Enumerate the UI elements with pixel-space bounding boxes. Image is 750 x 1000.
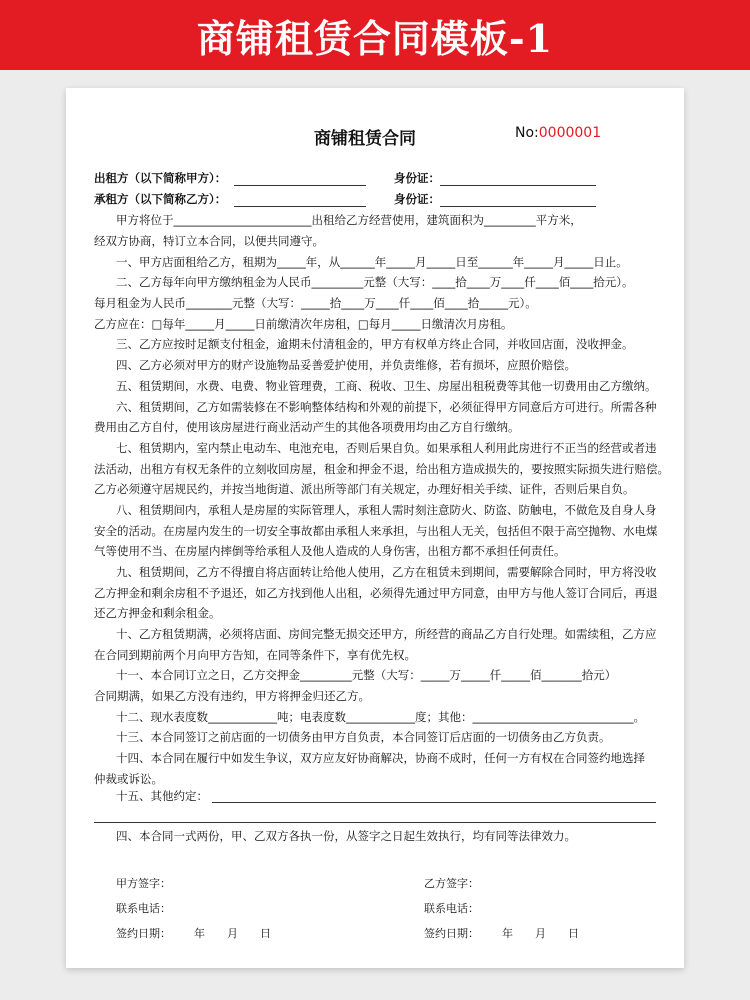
party-a-date-day: 日: [260, 927, 271, 940]
banner-title: 商铺租赁合同模板-1: [196, 15, 554, 61]
contract-number: No:0000001: [515, 125, 602, 141]
clause-line: 二、乙方每年向甲方缴纳租金为人民币_________元整（大写：____拾____万____仟____佰____拾元）。: [116, 275, 634, 289]
party-a-signature-label: 甲方签字：: [116, 877, 171, 890]
party-b-date-year: 年: [502, 927, 513, 940]
party-a-phone-label: 联系电话：: [116, 902, 171, 915]
clause-line: 十五、其他约定：: [116, 789, 208, 803]
clause-line: 每月租金为人民币________元整（大写：_____拾____万____仟____佰____拾_____元）。: [94, 296, 537, 310]
clause-line: 十二、现水表度数____________吨；电表度数____________度；其他：____________________________。: [116, 710, 645, 724]
lessor-label: 出租方（以下简称甲方）：: [94, 171, 227, 185]
contract-title: 商铺租赁合同: [314, 129, 416, 149]
lessee-id-line: [440, 206, 596, 207]
party-a-date-label: 签约日期：: [116, 927, 171, 940]
clause-line: 乙方应在：□每年_____月_____日前缴清次年房租，□每月_____日缴清次月房租。: [94, 317, 513, 331]
party-a-date-month: 月: [227, 927, 238, 940]
party-b-date-label: 签约日期：: [424, 927, 479, 940]
contract-number-value: 0000001: [538, 125, 602, 141]
lessor-name-line: [234, 185, 366, 186]
other-terms-line-2: [94, 822, 656, 823]
clause-line: 三、乙方应按时足额支付租金，逾期未付清租金的，甲方有权单方终止合同，并收回店面，没收押金。: [116, 337, 634, 351]
clause-line: 法活动，出租方有权无条件的立刻收回房屋，租金和押金不退，给出租方造成损失的，要按照实际损失进行赔偿。: [94, 462, 669, 476]
clause-line: 经双方协商，特订立本合同，以便共同遵守。: [94, 234, 324, 248]
clause-line: 九、租赁期间，乙方不得擅自将店面转让给他人使用，乙方在租赁未到期间，需要解除合同时，甲方将没收: [116, 565, 657, 579]
lessee-label: 承租方（以下简称乙方）：: [94, 192, 227, 206]
clause-line: 乙方押金和剩余房租不予退还，如乙方找到他人出租，必须得先通过甲方同意，由甲方与他人签订合同后，再退: [94, 586, 658, 600]
clause-line: 乙方必须遵守居规民约，并按当地街道、派出所等部门有关规定，办理好相关手续、证件，否则后果自负。: [94, 482, 635, 496]
clause-line: 十一、本合同订立之日，乙方交押金_________元整（大写：_____万_____仟_____佰_______拾元）: [116, 668, 617, 682]
clause-line: 十、乙方租赁期满，必须将店面、房间完整无损交还甲方，所经营的商品乙方自行处理。如需续租，乙方应: [116, 627, 657, 641]
clause-line: 十四、本合同在履行中如发生争议，双方应友好协商解决，协商不成时，任何一方有权在合同签约地选择: [116, 751, 645, 765]
party-a-date-year: 年: [194, 927, 205, 940]
clause-line: 六、租赁期间，乙方如需装修在不影响整体结构和外观的前提下，必须征得甲方同意后方可进行。所需各种: [116, 400, 657, 414]
clause-line: 八、租赁期间内，承租人是房屋的实际管理人，承租人需时刻注意防火、防盗、防触电，不做危及自身人身: [116, 503, 657, 517]
clause-line: 十三、本合同签订之前店面的一切债务由甲方自负责，本合同签订后店面的一切债务由乙方负责。: [116, 730, 611, 744]
other-terms-line: [212, 802, 656, 803]
clause-line: 安全的活动。在房屋内发生的一切安全事故都由承租人来承担，与出租人无关，包括但不限于高空抛物、水电煤: [94, 524, 658, 538]
clause-line: 仲裁或诉讼。: [94, 772, 163, 786]
lessee-name-line: [234, 206, 366, 207]
clause-line: 还乙方押金和剩余租金。: [94, 606, 221, 620]
lessor-id-label: 身份证：: [394, 171, 440, 185]
clause-line: 五、租赁期间，水费、电费、物业管理费，工商、税收、卫生、房屋出租税费等其他一切费用由乙方缴纳。: [116, 379, 657, 393]
clause-line: 四、本合同一式两份，甲、乙双方各执一份，从签字之日起生效执行，均有同等法律效力。: [116, 829, 576, 843]
contract-paper: [66, 88, 684, 968]
party-b-phone-label: 联系电话：: [424, 902, 479, 915]
party-b-date-day: 日: [568, 927, 579, 940]
party-b-date-month: 月: [535, 927, 546, 940]
clause-line: 气等使用不当、在房屋内摔倒等给承租人及他人造成的人身伤害，出租方都不承担任何责任。: [94, 544, 566, 558]
clause-line: 甲方将位于________________________出租给乙方经营使用，建筑面积为_________平方米，: [116, 213, 582, 227]
party-b-signature-label: 乙方签字：: [424, 877, 479, 890]
clause-line: 四、乙方必须对甲方的财产设施物品妥善爱护使用，并负责维修，若有损坏，应照价赔偿。: [116, 358, 576, 372]
clause-line: 七、租赁期内，室内禁止电动车、电池充电，否则后果自负。如果承租人利用此房进行不正当的经营或者违: [116, 441, 657, 455]
clause-line: 合同期满，如果乙方没有违约，甲方将押金归还乙方。: [94, 689, 370, 703]
clause-line: 费用由乙方自付，使用该房屋进行商业活动产生的其他各项费用均由乙方自行缴纳。: [94, 420, 520, 434]
title-banner: [0, 0, 750, 70]
clause-line: 一、甲方店面租给乙方，租期为_____年，从______年_____月_____日至______年_____月_____日止。: [116, 255, 628, 269]
lessee-id-label: 身份证：: [394, 192, 440, 206]
lessor-id-line: [440, 185, 596, 186]
clause-line: 在合同到期前两个月向甲方告知，在同等条件下，享有优先权。: [94, 648, 416, 662]
